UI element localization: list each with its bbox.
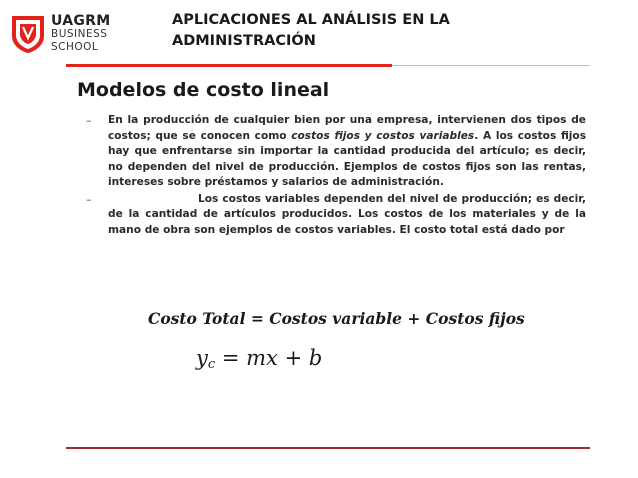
formula-text: Costo Total = Costos variable + Costos fijos [148,309,525,328]
bullet-text-2 [108,192,586,239]
bullet-text-1 [108,113,586,191]
header-title-line-2: ADMINISTRACIÓN [172,33,316,49]
formula-equation [196,346,322,372]
bullet-text-1-italic: costos fijos y costos variables [291,129,475,142]
content-body [86,113,586,239]
logo-subtitle-1: BUSINESS [51,27,108,40]
logo-subtitle-2: SCHOOL [51,40,99,53]
formula-equals: = [221,346,240,370]
logo-name: UAGRM [51,12,111,29]
slide-title: Modelos de costo lineal [77,79,330,101]
formula-plus: + [284,346,303,370]
formula-lhs: y [196,346,208,370]
header-gray-rule [392,65,590,66]
uagrm-shield-icon [10,14,46,54]
logo [10,9,160,59]
bullet-text-1-part-2: . A los costos fijos hay que enfrentarse sin importar la cantidad producida del artículo; es decir, no dependen del nivel de producción. Ejemplos de costos fijos son las rentas, intereses sobre préstamos y salarios de administración. [108,129,587,188]
bullet-text-2-body: Los costos variables dependen del nivel de producción; es decir, de la cantidad de artículos producidos. Los costos de los materiales y de la mano de obra son ejemplos de costos variables. El costo total está dado por [108,192,586,236]
formula-mx: mx [246,346,278,370]
bullet-text-1-part-1: En la producción de cualquier bien por una empresa, intervienen dos tipos de costos; que se conocen como [108,114,586,142]
bullet-item-2 [86,192,586,239]
bullet-item-1 [86,113,586,191]
bullet-dash: – [86,114,92,127]
header-title [172,10,592,52]
bottom-rule [66,447,590,449]
formula-lhs-subscript: c [207,357,216,372]
formula-b: b [308,346,323,370]
bullet-dash: – [86,192,92,206]
header-red-rule [66,64,392,67]
header-title-line-1: APLICACIONES AL ANÁLISIS EN LA [172,12,450,28]
